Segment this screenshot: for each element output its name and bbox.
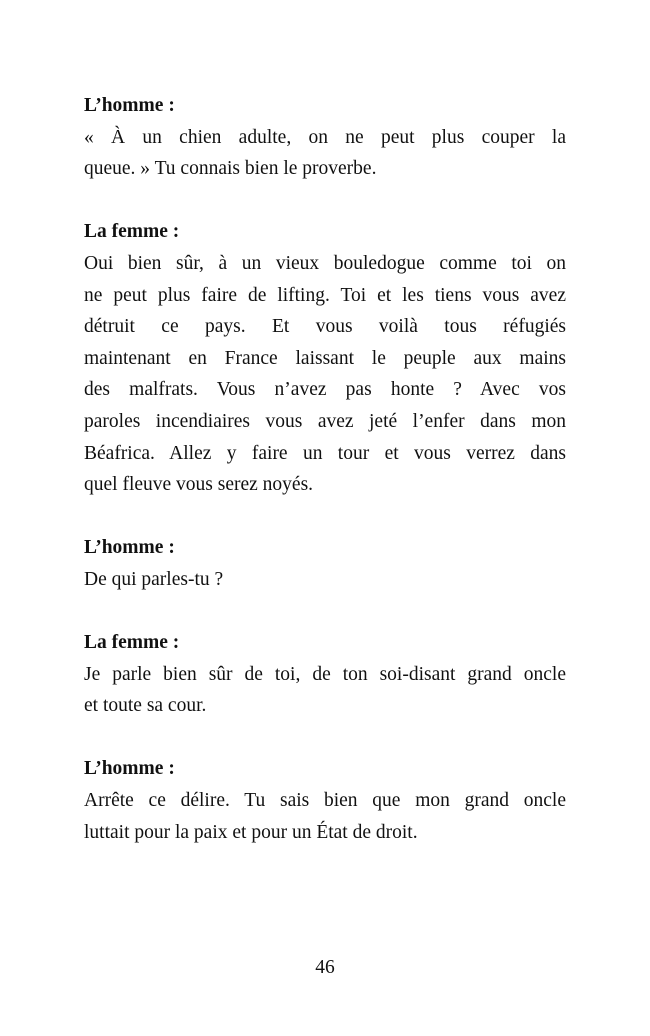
page-body [84,90,566,880]
dialogue-block [84,532,566,595]
dialogue-line: ne peut plus faire de lifting. Toi et les tiens vous avez [84,284,566,306]
page-number: 46 [315,957,335,978]
dialogue-line: Béafrica. Allez y faire un tour et vous verrez dans [84,442,566,464]
speaker-name: La femme : [84,221,180,243]
dialogue-line: Je parle bien sûr de toi, de ton soi-disant grand oncle [84,663,566,685]
dialogue-line: et toute sa cour. [84,695,207,717]
speaker-name: La femme : [84,632,180,654]
speaker-name: L’homme : [84,537,175,559]
dialogue-block [84,753,566,848]
speaker-name: L’homme : [84,95,175,116]
dialogue-line: Oui bien sûr, à un vieux bouledogue comme toi on [84,252,566,274]
speaker-name: L’homme : [84,758,175,780]
dialogue-line: maintenant en France laissant le peuple aux mains [84,347,566,369]
dialogue-line: De qui parles-tu ? [84,568,224,590]
dialogue-line: « À un chien adulte, on ne peut plus couper la [84,126,566,148]
dialogue-line: luttait pour la paix et pour un État de droit. [84,821,418,843]
dialogue-line: quel fleuve vous serez noyés. [84,474,314,496]
dialogue-line: queue. » Tu connais bien le proverbe. [84,158,377,180]
dialogue-block [84,627,566,722]
dialogue-line: détruit ce pays. Et vous voilà tous réfugiés [84,316,566,338]
dialogue-line: paroles incendiaires vous avez jeté l’enfer dans mon [84,410,566,432]
dialogue-block [84,216,566,500]
dialogue-line: Arrête ce délire. Tu sais bien que mon grand oncle [84,790,566,812]
dialogue-line: des malfrats. Vous n’avez pas honte ? Avec vos [84,379,566,401]
dialogue-block [84,90,566,185]
